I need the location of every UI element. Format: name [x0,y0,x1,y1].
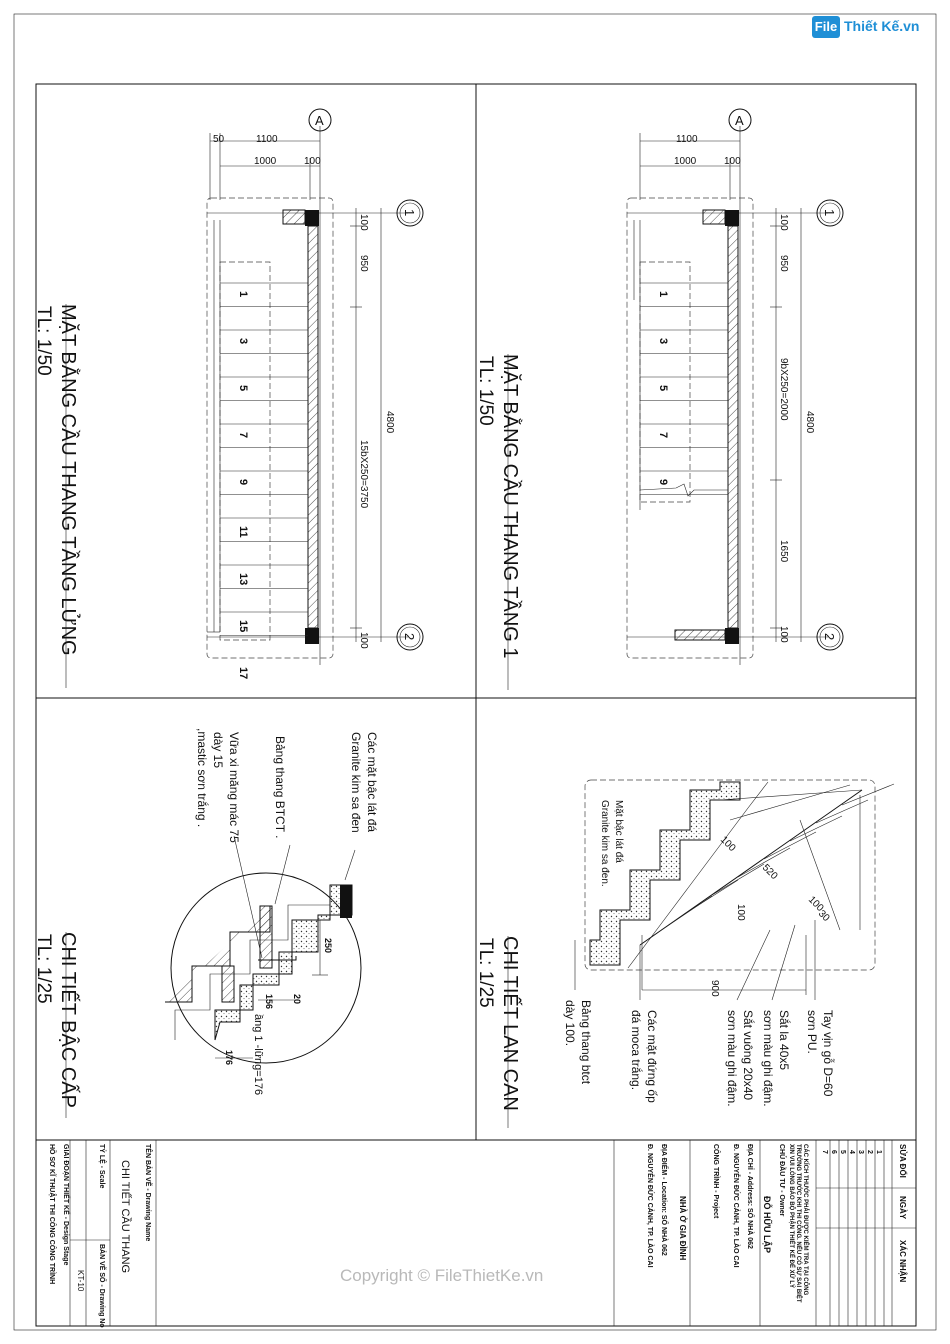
floor1-step-number: 9 [657,479,669,486]
railing-dim-900: 900 [709,980,720,997]
mezzanine-step-number: 11 [237,526,249,538]
logo-badge: File [812,16,840,38]
f1-axis-1-label: 1 [822,209,837,217]
logo-text: Thiết Kế.vn [844,18,920,34]
floor1-stair-plan [475,109,843,690]
mezzanine-step-number: 3 [237,338,249,345]
tb-rev-number: 1 [875,1150,882,1154]
tb-project-label: CÔNG TRÌNH - Project [712,1144,719,1219]
stair-wall [308,226,318,628]
mezzanine-step-number: 15 [237,620,249,633]
tb-rev-number: 7 [821,1150,828,1154]
tb-stage-label: GIAI ĐOẠN THIẾT KẾ - Design Stage [62,1144,69,1266]
f1-dim-steps: 9bX250=2000 [778,358,789,421]
railing-note-2b: sơn màu ghi đậm. [761,1010,775,1107]
dim-50: 50 [213,134,225,145]
tb-rev-number: 5 [839,1150,846,1154]
step-note-1a: Các mặt bậc lát đá [365,732,379,833]
sheet-border [14,14,936,1330]
tb-sheet-no: KT-10 [76,1270,85,1292]
f1-dim-1650: 1650 [778,540,789,563]
railing-note-2a: Sắt la 40x5 [777,1010,791,1071]
tb-notice-3: XIN VUI LÒNG BÁO BỘ PHẬN THIẾT KẾ ĐỂ XỬ LÝ [788,1144,794,1288]
railing-note-5a: Bảng thang btct [579,1000,593,1085]
railing-note-1a: Tay vịn gỗ D=60 [821,1010,835,1097]
tb-notice-2: TRƯỜNG TRƯỚC KHI THI CÔNG. NẾU CÓ SỰ SAI BIỆT [795,1144,801,1303]
railing-title: CHI TIẾT LAN CAN [499,936,521,1111]
dim-1000: 1000 [254,156,277,167]
mezzanine-step-number: 17 [237,667,249,680]
railing-note-4b: đá moca trắng. [629,1010,643,1091]
railing-note-3a: Sắt vuông 20x40 [741,1010,755,1101]
f1-axis-2-label: 2 [822,633,837,641]
tb-notice-1: CÁC KÍCH THƯỚC PHẢI ĐƯỢC KIỂM TRA TẠI CÔNG [802,1144,808,1296]
f1-axis-a-label: A [735,113,744,128]
railing-scale: TL: 1/25 [475,938,496,1008]
tb-rev-number: 2 [866,1150,873,1154]
title-block [48,1140,916,1328]
tb-sheet-label: BẢN VẼ SỐ - Drawing No [98,1244,105,1328]
step-level-label: ầng 1 -lững=176 [252,1014,264,1096]
f1-dim-1100: 1100 [676,134,698,145]
step-dim-20: 20 [292,994,302,1005]
railing-stone-steps [590,782,740,965]
tb-owner-address: ĐỊA CHỈ - Address: SỐ NHÀ 062 [746,1144,753,1249]
mezzanine-step-number: 1 [237,291,249,298]
step-dim-176: 176 [224,1050,234,1066]
railing-note-5b: dày 100. [563,1000,577,1047]
tb-rev-number: 4 [848,1150,855,1154]
dim-100: 100 [304,156,321,167]
tb-owner-address2: Đ. NGUYỄN ĐỨC CẢNH, TP. LÀO CAI [732,1144,739,1268]
step-note-2: Bảng thang BTCT . [273,736,287,839]
railing-dim-520: 520 [759,862,780,882]
railing-detail-frame [585,780,875,970]
tb-drawing-name: CHI TIẾT CẦU THANG [119,1160,131,1274]
dim-100-bottom: 100 [358,632,369,649]
f1-dim-950: 950 [778,255,789,272]
floor1-scale: TL: 1/50 [475,356,496,426]
tb-project-name: NHÀ Ở GIA ĐÌNH [678,1196,687,1261]
dim-100-top: 100 [358,214,369,231]
railing-detail [475,780,894,1128]
railing-dim-100a: 100 [717,834,738,854]
tb-date-header: NGÀY [898,1196,907,1220]
railing-inner-note-b: Granite kim sa đen. [599,800,610,887]
mezzanine-step-number: 13 [237,573,249,586]
railing-dim-100b: 100 [805,894,826,914]
mezzanine-step-number: 7 [237,432,249,439]
f1-dim-1000: 1000 [674,156,697,167]
step-dim-250: 250 [323,938,333,954]
floor1-step-number: 5 [657,385,669,392]
tb-owner-label: CHỦ ĐẦU TƯ - Owner [778,1144,785,1217]
tb-location2: Đ. NGUYỄN ĐỨC CẢNH, TP. LÀO CAI [646,1144,653,1268]
f1-dim-100-bottom: 100 [778,626,789,643]
step-detail-title: CHI TIẾT BẬC CẤP [57,932,79,1108]
mezzanine-step-number: 9 [237,479,249,486]
step-note-3c: ,mastic sơn trắng . [195,728,209,828]
railing-dim-30: 30 [815,908,832,924]
mezzanine-stair-plan [33,109,423,688]
axis-2-label: 2 [402,633,417,641]
copyright-watermark: Copyright © FileThietKe.vn [340,1266,544,1285]
concrete-slab [165,906,270,1002]
tb-scale-label: TỶ LỆ - Scale [98,1144,105,1189]
mezzanine-step-number: 5 [237,385,249,392]
dim-1100: 1100 [256,134,278,145]
tb-owner-name: ĐỖ HỮU LẬP [762,1196,772,1253]
railing-inner-note-a: Mặt bậc lát đá [613,800,624,863]
mezzanine-scale: TL: 1/50 [33,306,54,376]
railing-dim-100c: 100 [735,904,746,921]
tb-rev-header: SỬA ĐỔI [898,1144,907,1178]
floor1-step-number: 1 [657,291,669,298]
railing-note-1b: sơn PU. [805,1010,819,1054]
tb-rev-number: 6 [830,1150,837,1154]
axis-a-label: A [315,113,324,128]
filethietke-logo[interactable] [812,14,924,42]
step-note-1b: Granite kim sa đen [349,732,363,833]
dim-4800: 4800 [384,411,395,434]
dim-steps: 15bX250=3750 [358,440,369,509]
step-dim-156: 156 [264,994,274,1010]
axis-1-label: 1 [402,209,417,217]
tb-stage: HỒ SƠ KĨ THUẬT THI CÔNG CÔNG TRÌNH [48,1144,55,1285]
step-detail-scale: TL: 1/25 [33,934,54,1004]
tb-rev-number: 3 [857,1150,864,1154]
tb-drawing-name-label: TÊN BẢN VẼ - Drawing Name [144,1144,151,1242]
step-note-3a: Vữa xi măng mác 75 [227,732,241,843]
step-stone-layer [215,885,352,1040]
tb-confirm-header: XÁC NHẬN [898,1240,907,1283]
step-note-3b: dày 15 [211,732,225,769]
f1-dim-100: 100 [724,156,741,167]
column-bottom [305,628,319,644]
railing-note-4a: Các mặt đứng ốp [645,1010,659,1103]
f1-dim-4800: 4800 [804,411,815,434]
step-detail [33,728,379,1118]
dim-950: 950 [358,255,369,272]
tb-location: ĐỊA ĐIỂM - Location: SỐ NHÀ 062 [660,1144,667,1256]
f1-dim-100-top: 100 [778,214,789,231]
column-top [305,210,319,226]
floor1-step-number: 3 [657,338,669,345]
floor1-title: MẶT BẰNG CẦU THANG TẦNG 1 [499,354,521,659]
railing-note-3b: sơn màu ghi đậm. [725,1010,739,1107]
mezzanine-title: MẶT BẰNG CẦU THANG TẦNG LỬNG [57,304,79,656]
floor1-step-number: 7 [657,432,669,439]
